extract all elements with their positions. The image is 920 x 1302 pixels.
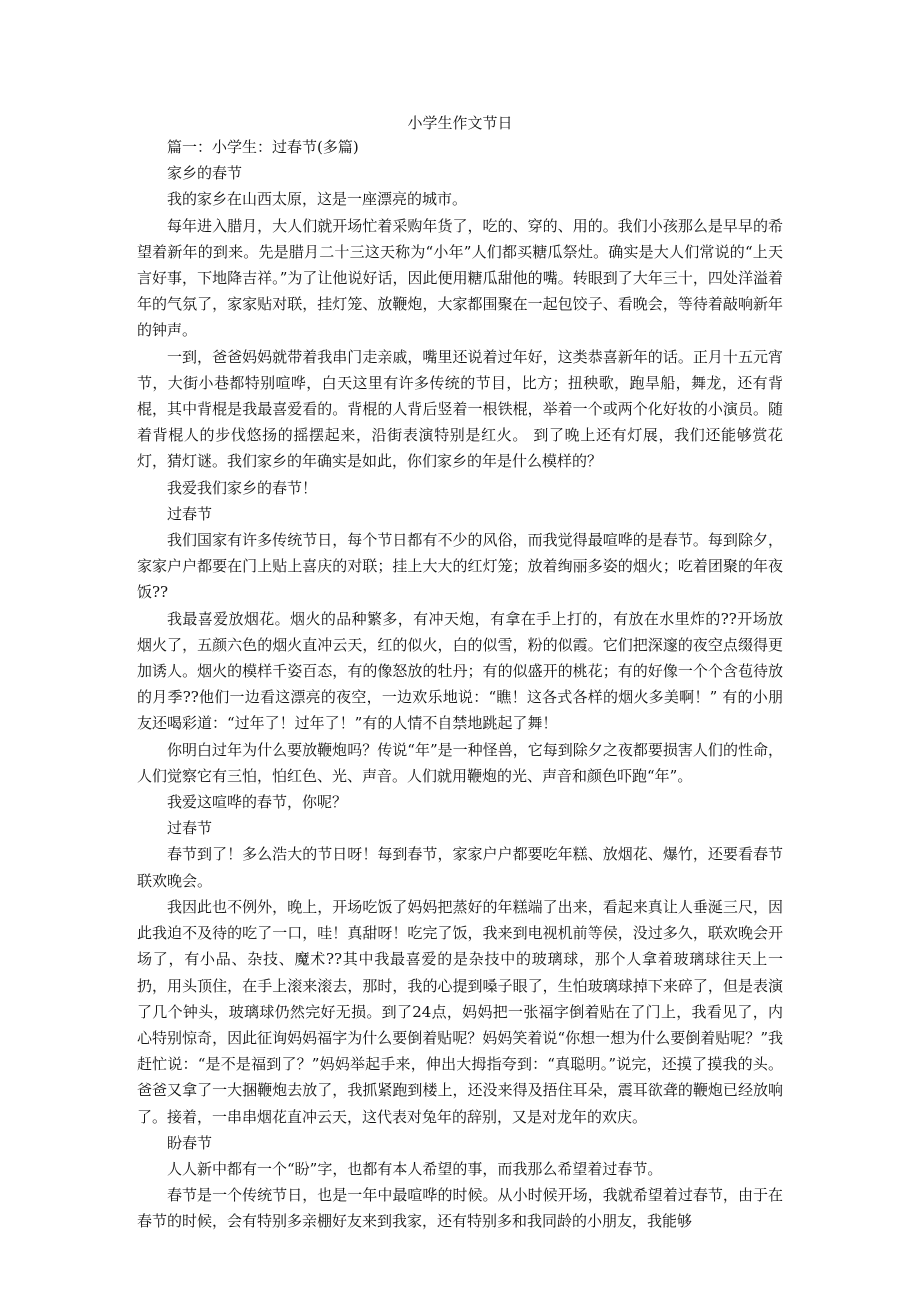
paragraph-section-heading: 篇一：小学生：过春节(多篇)	[167, 138, 359, 156]
paragraph: 我因此也不例外，晚上，开场吃饭了妈妈把蒸好的年糕端了出来，看起来真让人垂涎三尺，因此我迫不及待的吃了一口，哇！真甜呀！吃完了饭，我来到电视机前等侯，没过多久，联欢晚会开场了，有小品、杂技、魔术??其中我最喜爱的是杂技中的玻璃球，那个人拿着玻璃球往天上一扔，用头顶住，在手上滚来滚去，那时，我的心提到嗓子眼了，生怕玻璃球掉下来碎了，但是表演了几个钟头，玻璃球仍然完好无损。到了24点，妈妈把一张福字倒着贴在了门上，我看见了，内心特别惊奇，因此征询妈妈福字为什么要倒着贴呢？妈妈笑着说“你想一想为什么要倒着贴呢？”我赶忙说：“是不是福到了？”妈妈举起手来，伸出大拇指夸到：“真聪明。”说完，还摸了摸我的头。爸爸又拿了一大捆鞭炮去放了，我抓紧跑到楼上，还没来得及捂住耳朵，震耳欲聋的鞭炮已经放响了。接着，一串串烟花直冲云天，这代表对兔年的辞别，又是对龙年的欢庆。	[137, 897, 783, 1126]
paragraph: 我们国家有许多传统节日，每个节日都有不少的风俗，而我觉得最喧哗的是春节。每到除夕，家家户户都要在门上贴上喜庆的对联；挂上大大的红灯笼；放着绚丽多姿的烟火；吃着团聚的年夜饭??	[137, 531, 783, 602]
paragraph-subheading: 盼春节	[167, 1133, 213, 1152]
document-body	[137, 134, 783, 1235]
paragraph-subheading: 过春节	[167, 819, 213, 838]
paragraph: 你明白过年为什么要放鞭炮吗？传说“年”是一种怪兽，它每到除夕之夜都要损害人们的性命，人们觉察它有三怕，怕红色、光、声音。人们就用鞭炮的光、声音和颜色吓跑“年”。	[137, 740, 783, 785]
paragraph: 我爱这喧哗的春节，你呢？	[167, 793, 348, 812]
paragraph: 每年进入腊月，大人们就开场忙着采购年货了，吃的、穿的、用的。我们小孩那么是早早的希望着新年的到来。先是腊月二十三这天称为“小年”人们都买糖瓜祭灶。确实是大人们常说的“上天言好事，下地降吉祥。”为了让他说好话，因此便用糖瓜甜他的嘴。转眼到了大年三十，四处洋溢着年的气氛了，家家贴对联，挂灯笼、放鞭炮，大家都围聚在一起包饺子、看晚会，等待着敲响新年的钟声。	[137, 216, 783, 340]
paragraph: 我的家乡在山西太原，这是一座漂亮的城市。	[167, 190, 468, 209]
paragraph: 人人新中都有一个“盼”字，也都有本人希望的事，而我那么希望着过春节。	[167, 1159, 663, 1178]
paragraph: 我爱我们家乡的春节！	[167, 478, 318, 497]
paragraph: 一到，爸爸妈妈就带着我串门走亲戚，嘴里还说着过年好，这类恭喜新年的话。正月十五元宵节，大街小巷都特别喧哗，白天这里有许多传统的节目，比方；扭秧歌，跑旱船，舞龙，还有背棍，其中背棍是我最喜爱看的。背棍的人背后竖着一根铁棍，举着一个或两个化好妆的小演员。随着背棍人的步伐悠扬的摇摆起来，沿街表演特别是红火。 到了晚上还有灯展，我们还能够赏花灯，猜灯谜。我们家乡的年确实是如此，你们家乡的年是什么模样的？	[137, 347, 783, 471]
document-title: 小学生作文节日	[407, 114, 513, 132]
paragraph-subheading: 过春节	[167, 504, 213, 523]
paragraph-subheading: 家乡的春节	[167, 164, 243, 183]
paragraph: 春节是一个传统节日，也是一年中最喧哗的时候。从小时候开场，我就希望着过春节，由于在春节的时候，会有特别多亲棚好友来到我家，还有特别多和我同龄的小朋友，我能够	[137, 1186, 783, 1231]
paragraph: 我最喜爱放烟花。烟火的品种繁多，有冲天炮，有拿在手上打的，有放在水里炸的??开场放烟火了，五颜六色的烟火直冲云天，红的似火，白的似雪，粉的似霞。它们把深邃的夜空点缀得更加诱人。烟火的模样千姿百态，有的像怒放的牡丹；有的似盛开的桃花；有的好像一个个含苞待放的月季??他们一边看这漂亮的夜空，一边欢乐地说：“瞧！这各式各样的烟火多美啊！” 有的小朋友还喝彩道：“过年了！过年了！”有的人情不自禁地跳起了舞！	[137, 609, 783, 733]
paragraph: 春节到了！多么浩大的节日呀！每到春节，家家户户都要吃年糕、放烟花、爆竹，还要看春节联欢晚会。	[137, 845, 783, 890]
